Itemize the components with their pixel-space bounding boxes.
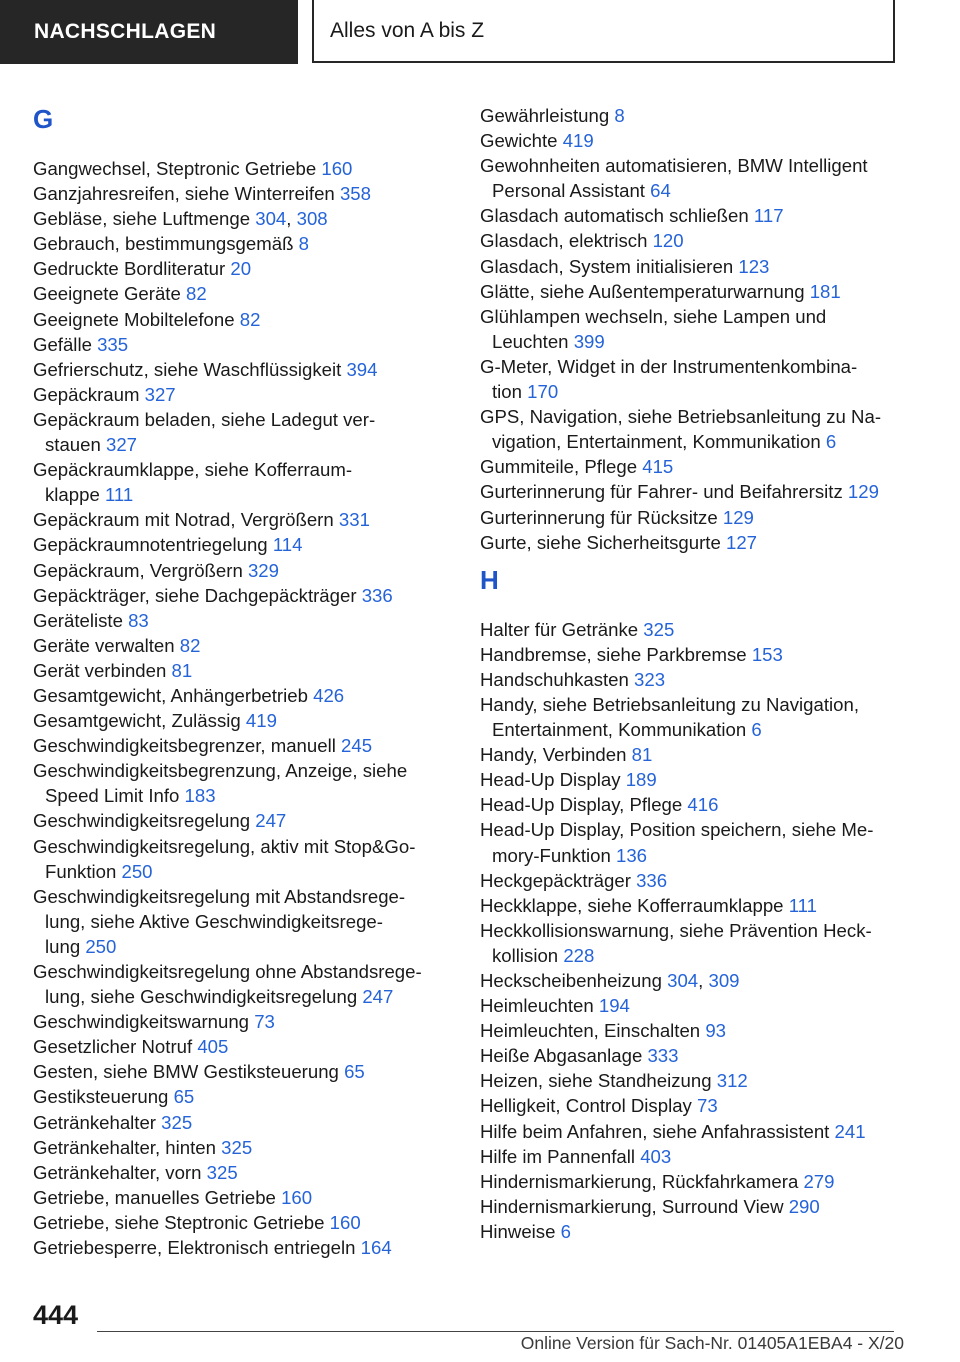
page-reference-link[interactable]: 312 [716, 1070, 748, 1092]
index-entry [33, 307, 453, 332]
entry-term: Handy, siehe Betriebsanleitung zu Navigation, [480, 693, 859, 715]
page-reference-link[interactable]: 335 [97, 333, 129, 355]
index-entry [480, 918, 900, 968]
page-reference-link[interactable]: 117 [753, 205, 784, 227]
page-reference-link[interactable]: 136 [616, 844, 648, 866]
index-column-left [33, 100, 453, 1260]
page-reference-link[interactable]: 325 [206, 1161, 238, 1183]
index-entry [33, 1210, 453, 1235]
page-reference-link[interactable]: 160 [329, 1211, 361, 1233]
entry-term: Hilfe beim Anfahren, siehe Anfahrassistent [480, 1120, 830, 1142]
index-entry [33, 558, 453, 583]
page-reference-link[interactable]: 81 [631, 744, 653, 766]
page-reference-link[interactable]: 6 [560, 1220, 571, 1242]
entry-term-continuation: lung [45, 935, 81, 957]
page-reference-link[interactable]: 325 [643, 618, 675, 640]
index-entry [33, 382, 453, 407]
page-reference-link[interactable]: 304 [667, 970, 699, 991]
entry-term: Gebrauch, bestimmungsgemäß [33, 233, 294, 255]
index-entry [33, 532, 453, 557]
page-reference-link[interactable]: 81 [171, 659, 193, 681]
entry-term: Gepäckraumnotentriegelung [33, 534, 268, 556]
index-column-right [480, 103, 900, 1244]
index-entry [480, 692, 900, 742]
section-tab [0, 0, 298, 64]
entry-term: Gangwechsel, Steptronic Getriebe [33, 158, 317, 179]
index-entry [33, 683, 453, 708]
chapter-tab [312, 0, 895, 63]
page-reference-link[interactable]: 65 [344, 1061, 365, 1083]
index-entry [33, 1084, 453, 1109]
index-entry [480, 1194, 900, 1219]
index-entry [480, 767, 900, 792]
section-label: NACHSCHLAGEN [34, 20, 217, 43]
entry-term: Geräte verwalten [33, 634, 175, 656]
entry-term-continuation: Leuchten [492, 330, 569, 352]
entry-term: Heimleuchten [480, 995, 594, 1017]
page-reference-link[interactable]: 279 [803, 1170, 835, 1192]
entry-term: Gurterinnerung für Rücksitze [480, 506, 718, 528]
page-reference-link[interactable]: 181 [809, 280, 841, 302]
entry-term-continuation: stauen [45, 434, 101, 456]
index-entry [480, 1068, 900, 1093]
index-entry [480, 1219, 900, 1244]
page-reference-link[interactable]: 83 [128, 609, 149, 631]
entry-term: Glätte, siehe Außentemperaturwarnung [480, 280, 805, 302]
entry-term-continuation: Entertainment, Kommunikation [492, 719, 747, 741]
page-reference-link[interactable]: 6 [825, 431, 837, 453]
index-entry [480, 279, 900, 304]
page-reference-link[interactable]: 194 [598, 995, 630, 1017]
index-entry [33, 733, 453, 758]
page-reference-link[interactable]: 329 [247, 559, 279, 581]
entry-term: Geschwindigkeitsregelung, aktiv mit Stop&Go- [33, 835, 416, 857]
entry-term: Gummiteile, Pflege [480, 456, 638, 478]
page-reference-link[interactable]: 123 [738, 255, 770, 277]
entry-term: Helligkeit, Control Display [480, 1095, 692, 1117]
page-reference-link[interactable]: 8 [298, 233, 309, 255]
index-entry [480, 1018, 900, 1043]
index-entry [33, 357, 453, 382]
index-entry [33, 834, 453, 884]
index-entry [33, 959, 453, 1009]
entry-term: Gepäckraumklappe, siehe Kofferraum- [33, 459, 353, 481]
footer-divider [97, 1331, 894, 1332]
entry-term: Gewährleistung [480, 105, 610, 126]
page-reference-link[interactable]: 73 [697, 1095, 718, 1117]
index-entry [33, 281, 453, 306]
page-reference-link[interactable]: 127 [725, 531, 758, 553]
index-entry [33, 884, 453, 959]
index-entry [33, 156, 453, 181]
footer-version-text: Online Version für Sach-Nr. 01405A1EBA4 - X/20 [520, 1333, 904, 1353]
page-number: 444 [33, 1300, 79, 1330]
index-entry [33, 1009, 453, 1034]
page-reference-link[interactable]: 333 [647, 1045, 679, 1067]
entry-term: Geschwindigkeitsbegrenzung, Anzeige, siehe [33, 760, 408, 782]
page-reference-link[interactable]: 247 [255, 810, 287, 832]
entry-term: Heckkollisionswarnung, siehe Prävention Heck- [480, 919, 872, 941]
index-entry [33, 758, 453, 808]
page-reference-link[interactable]: 8 [614, 105, 625, 126]
section-letter: G [33, 104, 54, 134]
index-entry [480, 1093, 900, 1118]
page-reference-link[interactable]: 189 [625, 769, 657, 791]
page-reference-link[interactable]: 160 [321, 158, 353, 179]
index-entry [33, 332, 453, 357]
entry-term: Geschwindigkeitsregelung ohne Abstandsrege- [33, 961, 422, 982]
index-entry: Heckscheibenheizung 304, 309 [480, 970, 740, 991]
page-reference-link[interactable]: 160 [281, 1186, 313, 1208]
entry-term: Geeignete Mobiltelefone [33, 308, 235, 330]
entry-term: Head-Up Display, Position speichern, siehe Me- [480, 819, 874, 841]
chapter-label: Alles von A bis Z [330, 19, 485, 42]
page-reference-link[interactable]: 327 [106, 434, 138, 456]
entry-term: Getriebe, siehe Steptronic Getriebe [33, 1211, 325, 1233]
entry-term: Glasdach, elektrisch [480, 230, 648, 252]
index-entry [480, 817, 900, 867]
page-reference-link[interactable]: 399 [573, 330, 605, 352]
index-entry [480, 792, 900, 817]
entry-term: Hilfe im Pannenfall [480, 1145, 636, 1167]
index-entry [33, 1135, 453, 1160]
entry-term: Getränkehalter, vorn [33, 1161, 202, 1183]
page-reference-link[interactable]: 331 [338, 509, 370, 531]
page-reference-link[interactable]: 64 [650, 180, 671, 202]
entry-term: Ganzjahresreifen, siehe Winterreifen [33, 183, 335, 205]
page-reference-link[interactable]: 82 [186, 283, 207, 305]
entry-term: Gestiksteuerung [33, 1086, 169, 1108]
entry-term: Heckscheibenheizung [480, 970, 662, 991]
page-reference-link[interactable]: 129 [847, 481, 879, 503]
index-entry [480, 1043, 900, 1068]
page-reference-link[interactable]: 250 [85, 935, 117, 957]
index-entry [480, 354, 900, 404]
entry-term: Gepäckträger, siehe Dachgepäckträger [33, 584, 357, 606]
index-entry: Gebläse, siehe Luftmenge 304, 308 [33, 208, 328, 230]
index-entry [480, 868, 900, 893]
index-entry [480, 742, 900, 767]
index-entry [480, 228, 900, 253]
entry-term: Halter für Getränke [480, 618, 639, 640]
index-entry [480, 1144, 900, 1169]
page-reference-link[interactable]: 164 [360, 1237, 392, 1259]
page-reference-link[interactable]: 20 [230, 258, 252, 280]
page-reference-link[interactable]: 245 [341, 735, 373, 757]
index-entry [33, 457, 453, 507]
entry-term: Handy, Verbinden [480, 744, 627, 766]
index-entry [480, 479, 900, 504]
page-reference-link[interactable]: 170 [527, 381, 559, 403]
index-entry [33, 256, 453, 281]
entry-term: Gepäckraum [33, 383, 140, 405]
entry-term: Gesten, siehe BMW Gestiksteuerung [33, 1061, 339, 1083]
index-entry [480, 993, 900, 1018]
index-entry [480, 203, 900, 228]
entry-term-continuation: Personal Assistant [492, 180, 645, 202]
entry-term: Gepäckraum, Vergrößern [33, 559, 243, 581]
page-reference-link[interactable]: 82 [179, 634, 201, 656]
entry-term: Getränkehalter [33, 1111, 156, 1133]
index-entry [480, 304, 900, 354]
entry-term: Gepäckraum mit Notrad, Vergrößern [33, 509, 334, 531]
index-entry [480, 617, 900, 642]
page-reference-link[interactable]: 309 [708, 970, 740, 991]
page-reference-link[interactable]: 419 [562, 130, 594, 152]
index-entry [33, 1110, 453, 1135]
entry-term: Glasdach, System initialisieren [480, 255, 734, 277]
entry-term: Handbremse, siehe Parkbremse [480, 643, 747, 665]
entry-term: Gefälle [33, 333, 92, 355]
entry-term-continuation: Speed Limit Info [45, 785, 180, 807]
entry-term: Gurterinnerung für Fahrer- und Beifahrersitz [480, 481, 843, 503]
section-letter: H [480, 564, 499, 595]
index-entry [480, 893, 900, 918]
entry-term: Heckklappe, siehe Kofferraumklappe [480, 894, 784, 916]
entry-term: Gesamtgewicht, Zulässig [33, 710, 241, 732]
entry-term-continuation: Funktion [45, 860, 117, 882]
entry-term: Gesetzlicher Notruf [33, 1036, 193, 1058]
entry-term-continuation: lung, siehe Aktive Geschwindigkeitsrege- [45, 910, 383, 932]
page-reference-link[interactable]: 323 [634, 668, 666, 690]
index-entry [480, 454, 900, 479]
index-entry [480, 667, 900, 692]
index-entry [480, 254, 900, 279]
page-reference-link[interactable]: 250 [121, 860, 153, 882]
index-entry [33, 1034, 453, 1059]
page-reference-link[interactable]: 120 [652, 230, 684, 252]
entry-term: Heimleuchten, Einschalten [480, 1020, 701, 1042]
entry-term-continuation: kollision [492, 944, 559, 966]
index-entry [33, 1059, 453, 1084]
entry-term: Head-Up Display [480, 769, 621, 791]
entry-term-continuation: mory-Funktion [492, 844, 611, 866]
entry-term: Gewichte [480, 130, 558, 152]
index-entry [33, 407, 453, 457]
page-reference-link[interactable]: 93 [705, 1020, 727, 1042]
entry-term: Geschwindigkeitsregelung mit Abstandsrege- [33, 885, 406, 907]
entry-term: Geschwindigkeitswarnung [33, 1011, 250, 1033]
entry-term: Heckgepäckträger [480, 869, 631, 891]
page-reference-link[interactable]: 426 [313, 684, 345, 706]
entry-term: Gefrierschutz, siehe Waschflüssigkeit [33, 358, 342, 380]
page-reference-link[interactable]: 82 [239, 308, 261, 330]
page-reference-link[interactable]: 405 [197, 1036, 229, 1058]
entry-term: Glasdach automatisch schließen [480, 205, 749, 227]
index-entry [480, 1119, 900, 1144]
page-reference-link[interactable]: 325 [221, 1136, 253, 1158]
index-entry [33, 181, 453, 206]
entry-term: Geschwindigkeitsregelung [33, 810, 251, 832]
page-reference-link[interactable]: 419 [245, 710, 277, 732]
entry-term: GPS, Navigation, siehe Betriebsanleitung zu Na- [480, 406, 882, 428]
page-reference-link[interactable]: 290 [788, 1195, 820, 1217]
entry-term-continuation: tion [492, 381, 522, 403]
page-reference-link[interactable]: 183 [184, 785, 216, 807]
page-reference-link[interactable]: 308 [296, 208, 328, 230]
index-entry [33, 808, 453, 833]
page-reference-link[interactable]: 129 [722, 506, 754, 528]
entry-term: Geschwindigkeitsbegrenzer, manuell [33, 735, 336, 757]
entry-term: Gedruckte Bordliteratur [33, 258, 226, 280]
page-reference-link[interactable]: 111 [104, 484, 134, 506]
index-entry [33, 1235, 453, 1260]
index-entry [33, 1160, 453, 1185]
entry-term: G-Meter, Widget in der Instrumentenkombina- [480, 355, 858, 377]
page-reference-link[interactable]: 327 [144, 383, 176, 405]
entry-term: Hindernismarkierung, Surround View [480, 1195, 784, 1217]
index-entry [480, 103, 900, 128]
index-entry [480, 128, 900, 153]
page-reference-link[interactable]: 73 [254, 1011, 275, 1033]
entry-term-continuation: lung, siehe Geschwindigkeitsregelung [45, 986, 358, 1008]
entry-term: Gesamtgewicht, Anhängerbetrieb [33, 684, 308, 706]
index-entry [33, 1185, 453, 1210]
page-reference-link[interactable]: 247 [362, 986, 394, 1008]
page-reference-link[interactable]: 394 [346, 358, 378, 380]
entry-term: Head-Up Display, Pflege [480, 794, 683, 816]
index-entry [480, 642, 900, 667]
index-entry [480, 153, 900, 203]
page-reference-link[interactable]: 304 [255, 208, 287, 230]
page-reference-link[interactable]: 336 [636, 869, 668, 891]
index-entry [33, 583, 453, 608]
page-reference-link[interactable]: 325 [161, 1111, 193, 1133]
entry-term: Heiße Abgasanlage [480, 1045, 643, 1067]
entry-term: Gurte, siehe Sicherheitsgurte [480, 531, 721, 553]
page-reference-link[interactable]: 403 [640, 1145, 672, 1167]
entry-term: Handschuhkasten [480, 668, 629, 690]
index-entry [33, 507, 453, 532]
page-reference-link[interactable]: 111 [788, 894, 817, 916]
entry-term: Getriebesperre, Elektronisch entriegeln [33, 1237, 356, 1259]
entry-term-continuation: vigation, Entertainment, Kommunikation [492, 431, 821, 453]
index-entry [33, 708, 453, 733]
index-entry [33, 633, 453, 658]
index-entry [33, 231, 453, 256]
entry-term: Gewohnheiten automatisieren, BMW Intelligent [480, 155, 868, 177]
index-entry [480, 404, 900, 454]
entry-term: Heizen, siehe Standheizung [480, 1070, 712, 1092]
page-reference-link[interactable]: 114 [272, 534, 303, 556]
index-entry [480, 530, 900, 555]
page-reference-link[interactable]: 241 [834, 1120, 866, 1142]
entry-term: Geräteliste [33, 609, 123, 631]
index-entry [33, 608, 453, 633]
entry-term: Gebläse, siehe Luftmenge [33, 208, 251, 230]
entry-term: Geeignete Geräte [33, 283, 181, 305]
entry-term: Glühlampen wechseln, siehe Lampen und [480, 305, 827, 327]
entry-term: Getriebe, manuelles Getriebe [33, 1186, 276, 1208]
page-reference-link[interactable]: 416 [687, 794, 719, 816]
index-entry [480, 1169, 900, 1194]
entry-term-continuation: klappe [45, 484, 100, 506]
entry-term: Getränkehalter, hinten [33, 1136, 216, 1158]
page-reference-link[interactable]: 6 [751, 719, 762, 741]
index-entry [480, 505, 900, 530]
entry-term: Gerät verbinden [33, 659, 167, 681]
page-reference-link[interactable]: 153 [751, 643, 783, 665]
page-reference-link[interactable]: 65 [173, 1086, 195, 1108]
page-reference-link[interactable]: 415 [642, 456, 674, 478]
page-reference-link[interactable]: 228 [563, 944, 595, 966]
entry-term: Hinweise [480, 1220, 556, 1242]
entry-term: Hindernismarkierung, Rückfahrkamera [480, 1170, 799, 1192]
index-entry [33, 658, 453, 683]
page-reference-link[interactable]: 358 [339, 183, 371, 205]
entry-term: Gepäckraum beladen, siehe Ladegut ver- [33, 408, 376, 430]
page-reference-link[interactable]: 336 [361, 584, 393, 606]
